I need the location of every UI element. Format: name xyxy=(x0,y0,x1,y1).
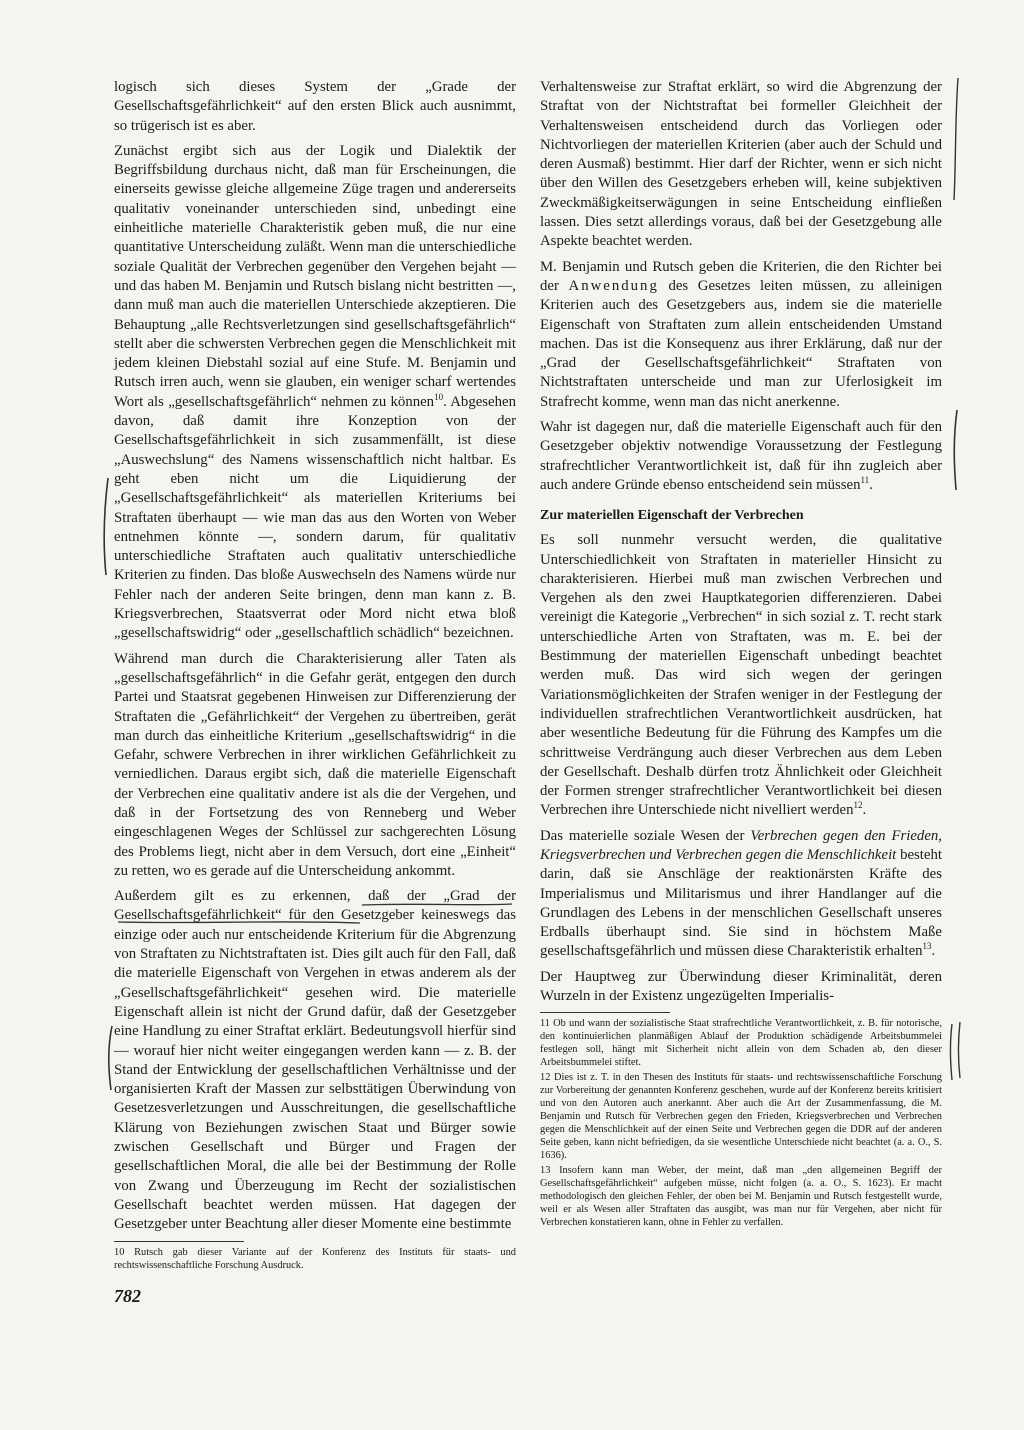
paragraph-text: Es soll nunmehr versucht werden, die qualitative Unterschiedlichkeit von Straftaten in materieller Hinsicht zu charakterisieren. Hierbei muß man zwischen Verbrechen und Vergehen als den zwei Hauptkategorien differenzieren. Dabei vereinigt die Kategorie „Verbrechen“ in sich sozial z. T. recht stark unterschiedliche Arten von Straftaten, was m. E. bei der Bestimmung der materiellen Eigenschaft unbedingt beachtet werden muß. Das wird sich wegen der geringen Variationsmöglichkeiten der Strafen weniger in der Festlegung der individuellen strafrechtlichen Verantwortlichkeit ausdrücken, hat aber wesentliche Bedeutung für die Führung des Kampfes um die schrittweise Verdrängung auch dieser Verbrechen aus dem Leben der Gesellschaft. Deshalb dürfen trotz Ähnlichkeit oder Gleichheit der Formen strenger strafrechtlicher Verantwortlichkeit bei diesen Verbrechen ihre Unterschiede nicht nivelliert werden xyxy=(540,532,942,819)
margin-line-right-2 xyxy=(954,410,957,490)
left-column xyxy=(114,78,516,1274)
emphasized-word: Anwendung xyxy=(568,277,659,294)
paragraph-text: Das materielle soziale Wesen der xyxy=(540,827,745,844)
paragraph: Wahr ist dagegen nur, daß die materielle Eigenschaft auch für den Gesetzgeber objektiv notwendige Voraussetzung der Festlegung strafrechtlicher Verantwortlichkeit ist, daß für ihn zugleich aber auch andere Gründe ebenso entscheidend sein müssen$^{11}$. xyxy=(540,419,942,493)
footnote-reference: 11 xyxy=(860,475,870,486)
paragraph xyxy=(540,258,942,412)
paragraph-text: Wahr ist dagegen nur, daß die materielle Eigenschaft auch für den Gesetzgeber objektiv notwendige Voraussetzung der Festlegung strafrechtlicher Verantwortlichkeit ist, daß für ihn zugleich aber auch andere Gründe ebenso entscheidend sein müssen xyxy=(540,419,942,493)
section-heading: Zur materiellen Eigenschaft der Verbrechen xyxy=(540,508,804,524)
footnote-reference: 12 xyxy=(853,800,863,811)
paragraph: Verhaltensweise zur Straftat erklärt, so wird die Abgrenzung der Straftat von der Nichtstraftat bei formeller Gleichheit der Verhaltensweisen entscheidend durch das Vorliegen oder Nichtvorliegen der materiellen Kriterien (aber auch der Schuld und deren Ausmaß) bestimmt. Hier darf der Richter, wenn er sich nicht über den Willen des Gesetzgebers erheben will, keine subjektiven Zweckmäßigkeitserwägungen in seine Entscheidung einfließen lassen. Dies setzt allerdings voraus, daß bei der Gesetzgebung alle Aspekte beachtet werden. xyxy=(540,79,942,250)
footnote: 10 Rutsch gab dieser Variante auf der Konferenz des Instituts für staats- und rechtswissenschaftliche Forschung Ausdruck. xyxy=(114,1246,516,1271)
page-number: 782 xyxy=(114,1286,141,1306)
paragraph-text: des Gesetzes leiten müssen, zu alleinigen Kriterien auch des Gesetzgebers aus, indem sie die materielle Eigenschaft von Straftaten zum allein entscheidenden Umstand machen. Das ist die Konsequenz aus ihrer Erklärung, daß nur der „Grad der Gesellschaftsgefährlichkeit“ Straftaten von Nichtstraftaten unterscheide und man zur Uferlosigkeit im Strafrecht komme, wenn man das nicht anerkenne. xyxy=(540,277,943,410)
footnote: 12 Dies ist z. T. in den Thesen des Instituts für staats- und rechtswissenschaftliche Forschung zur Vorbereitung der genannten Konferenz geschehen, wurde auf der Konferenz bereits kritisiert und von den Autoren auch anerkannt. Aber auch die Art der Zusammenfassung, die M. Benjamin und Rutsch für Verbrechen gegen den Frieden, Kriegsverbrechen und Verbrechen gegen die Menschlichkeit auf der einen Seite und Verbrechen gegen die DDR auf der anderen Seite geben, kann nicht befriedigen, da sie wesentliche Unterschiede nicht beachtet (a. a. O., S. 1636). xyxy=(540,1072,942,1162)
paragraph: Während man durch die Charakterisierung aller Taten als „gesellschaftsgefährlich“ in die Gefahr gerät, entgegen den durch Partei und Staatsrat gegebenen Hinweisen zur Differenzierung der Straftaten die „Gefährlichkeit“ der Vergehen zu übertreiben, gerät man durch das einheitliche Kriterium „gesellschaftswidrig“ in die Gefahr, schwere Verbrechen in ihrer wirklichen Gefährlichkeit zu verniedlichen. Daraus ergibt sich, daß die materielle Eigenschaft der Verbrechen eine qualitativ andere ist als die der Vergehen, und daß in der Fortsetzung des von Renneberg und Weber eingeschlagenen Weges der Schlüssel zur sachgerechten Lösung des Problems liegt, nicht aber in dem Versuch, dort eine „Einheit“ zu retten, wo es gerade auf die Unterscheidung ankommt. xyxy=(114,650,516,879)
paragraph-text: Zunächst ergibt sich aus der Logik und Dialektik der Begriffsbildung durchaus nicht, daß man für Erscheinungen, die einerseits gewisse gleiche allgemeine Züge tragen und andererseits qualitativ voneinander unterschieden sind, unbedingt eine einheitliche materielle Charakteristik geben muß, die nur eine quantitative Unterscheidung zuläßt. Wenn man die unterschiedliche soziale Qualität der Verbrechen gegenüber den Vergehen bejaht — und das haben M. Benjamin und Rutsch bislang nicht bestritten —, dann muß man auch die materiellen Unterschiede akzeptieren. Die Behauptung „alle Rechtsverletzungen sind gesellschaftsgefährlich“ stellt aber die schwersten Verbrechen gegen die Menschlichkeit mit jedem kleinen Diebstahl sozial auf eine Stufe. M. Benjamin und Rutsch irren auch, wenn sie glauben, ein weniger scharf wertendes Wort als „gesellschaftsgefährlich“ nehmen zu können xyxy=(114,142,516,410)
margin-line-right-1 xyxy=(954,78,958,200)
footnote: 13 Insofern kann man Weber, der meint, daß man „den allgemeinen Begriff der Gesellschaftsgefährlichkeit“ aufgeben müsse, nicht folgen (a. a. O., S. 1623). Er macht methodologisch den gleichen Fehler, der oben bei M. Benjamin und Rutsch festgestellt wurde, weil er als Wesen aller Straftaten das ausgibt, was man nur für Vergehen, aber nicht für Verbrechen konstatieren kann, ohne in Fehler zu verfallen. xyxy=(540,1165,942,1229)
margin-line-left-1 xyxy=(104,478,108,575)
right-column xyxy=(540,78,942,1231)
paragraph-text: Abgesehen davon, daß damit ihre Konzeption von der Gesellschaftsgefährlichkeit in sich zusammenfällt, ist diese „Auswechslung“ des Namens wissenschaftlich nicht haltbar. Es geht eben nicht um die Liquidierung der „Gesellschaftsgefährlichkeit“ als materiellen Kriteriums bei Straftaten überhaupt — wie man das aus den Worten von Weber entnehmen könnte —, sondern darum, für qualitativ unterschiedliche Straftaten auch qualitativ unterschiedliche Kriterien zu finden. Das bloße Auswechseln des Namens würde nur Fehler nach der anderen Seite bringen, denn man kann z. B. Kriegsverbrechen, Staatsverrat oder Mord nicht etwa bloß „gesellschaftswidrig“ oder „gesellschaftlich schädlich“ bezeichnen. xyxy=(114,393,516,642)
footnote-reference: 13 xyxy=(922,941,932,952)
margin-line-right-3 xyxy=(951,1024,953,1080)
footnote-divider xyxy=(540,1012,670,1013)
paragraph-text: M. Benjamin und Rutsch geben die Kriterien, die den Richter bei der xyxy=(540,258,942,294)
paragraph: Es soll nunmehr versucht werden, die qualitative Unterschiedlichkeit von Straftaten in materieller Hinsicht zu charakterisieren. Hierbei muß man zwischen Verbrechen und Vergehen als den zwei Hauptkategorien differenzieren. Dabei vereinigt die Kategorie „Verbrechen“ in sich sozial z. T. recht stark unterschiedliche Arten von Straftaten, was m. E. bei der Bestimmung der materiellen Eigenschaft unbedingt beachtet werden muß. Das wird sich wegen der geringen Variationsmöglichkeiten der Strafen weniger in der Festlegung der individuellen strafrechtlichen Verantwortlichkeit ausdrücken, hat aber wesentliche Bedeutung für die Führung des Kampfes um die schrittweise Verdrängung auch dieser Verbrechen aus dem Leben der Gesellschaft. Deshalb dürfen trotz Ähnlichkeit oder Gleichheit der Formen strenger strafrechtlicher Verantwortlichkeit bei diesen Verbrechen ihre Unterschiede nicht nivelliert werden$^{12}$. xyxy=(540,532,942,819)
paragraph: Der Hauptweg zur Überwindung dieser Kriminalität, deren Wurzeln in der Existenz ungezügelten Imperialis- xyxy=(540,968,942,1005)
margin-line-left-2 xyxy=(109,1026,112,1090)
margin-line-right-4 xyxy=(959,1022,961,1078)
footnote-divider xyxy=(114,1241,244,1242)
paragraph: Außerdem gilt es zu erkennen, daß der „Grad der Gesellschaftsgefährlichkeit“ für den Gesetzgeber keineswegs das einzige oder auch nur entscheidende Kriterium für die Abgrenzung von Straftaten zu Nichtstraftaten ist. Dies gilt auch für den Fall, daß die materielle Eigenschaft von Vergehen in etwas anderem als der „Gesellschaftsgefährlichkeit“ gesehen wird. Die materielle Eigenschaft allein ist nicht der Grund dafür, daß der Gesetzgeber eine Handlung zu einer Straftat erklärt. Bedeutungsvoll hierfür sind — worauf hier nicht weiter eingegangen werden kann — z. B. der Stand der Entwicklung der gesellschaftlichen Verhältnisse und der organisierten Kraft der Massen zur selbsttätigen Überwindung von Gesetzesverletzungen und Ausschreitungen, die gesellschaftliche Klärung von Beziehungen zwischen Staat und Bürger sowie zwischen Gesellschaft und Bürger und Fragen der gesellschaftlichen Moral, die alle bei der Bestimmung der Rolle von Zwang und Überzeugung im Recht der sozialistischen Gesellschaft beachtet werden müssen. Hat dagegen der Gesetzgeber unter Beachtung aller dieser Momente eine bestimmte xyxy=(114,888,516,1233)
italic-phrase: Verbrechen gegen den Frieden, Kriegsverbrechen und Verbrechen gegen die Menschlichkeit xyxy=(540,827,942,863)
paragraph: Das materielle soziale Wesen der Verbrechen gegen den Frieden, Kriegsverbrechen und Verbrechen gegen die Menschlichkeit besteht darin, daß sie Anschläge der reaktionärsten Kräfte des Imperialismus und Militarismus und ihrer Handlanger auf die Grundlagen des Lebens in der menschlichen Gesellschaft unseres Erdballs überhaupt sind. Sie sind in höchstem Maße gesellschaftsgefährlich und müssen diese Charakteristik erhalten$^{13}$. xyxy=(540,827,942,960)
paragraph: Zunächst ergibt sich aus der Logik und Dialektik der Begriffsbildung durchaus nicht, daß man für Erscheinungen, die einerseits gewisse gleiche allgemeine Züge tragen und andererseits qualitativ voneinander unterschieden sind, unbedingt eine einheitliche materielle Charakteristik geben muß, die nur eine quantitative Unterscheidung zuläßt. Wenn man die unterschiedliche soziale Qualität der Verbrechen gegenüber den Vergehen bejaht — und das haben M. Benjamin und Rutsch bislang nicht bestritten —, dann muß man auch die materiellen Unterschiede akzeptieren. Die Behauptung „alle Rechtsverletzungen sind gesellschaftsgefährlich“ stellt aber die schwersten Verbrechen gegen die Menschlichkeit mit jedem kleinen Diebstahl sozial auf eine Stufe. M. Benjamin und Rutsch irren auch, wenn sie glauben, ein weniger scharf wertendes Wort als „gesellschaftsgefährlich“ nehmen zu können$^{10}$. Abgesehen davon, daß damit ihre Konzeption von der Gesellschaftsgefährlichkeit in sich zusammenfällt, ist diese „Auswechslung“ des Namens wissenschaftlich nicht haltbar. Es geht eben nicht um die Liquidierung der „Gesellschaftsgefährlichkeit“ als materiellen Kriteriums bei Straftaten überhaupt — wie man das aus den Worten von Weber entnehmen könnte —, sondern darum, für qualitativ unterschiedliche Straftaten auch qualitativ unterschiedliche Kriterien zu finden. Das bloße Auswechseln des Namens würde nur Fehler nach der anderen Seite bringen, denn man kann z. B. Kriegsverbrechen, Staatsverrat oder Mord nicht etwa bloß „gesellschaftswidrig“ oder „gesellschaftlich schädlich“ bezeichnen. xyxy=(114,142,516,642)
paragraph-text: besteht darin, daß sie Anschläge der reaktionärsten Kräfte des Imperialismus und Militarismus und ihrer Handlanger auf die Grundlagen des Lebens in der menschlichen Gesellschaft unseres Erdballs überhaupt sind. Sie sind in höchstem Maße gesellschaftsgefährlich und müssen diese Charakteristik erhalten xyxy=(540,846,942,960)
paragraph: logisch sich dieses System der „Grade der Gesellschaftsgefährlichkeit“ auf den ersten Blick auch ausnimmt, so trügerisch ist es aber. xyxy=(114,79,516,134)
footnote: 11 Ob und wann der sozialistische Staat strafrechtliche Verantwortlichkeit, z. B. für notorische, den kontinuierlichen planmäßigen Ablauf der Produktion schädigende Arbeitsbummelei festlegen soll, hängt mit Sicherheit nicht allein von dem Schaden ab, den dieser Arbeitsbummelei stiftet. xyxy=(540,1018,942,1069)
footnote-reference: 10 xyxy=(434,391,444,402)
